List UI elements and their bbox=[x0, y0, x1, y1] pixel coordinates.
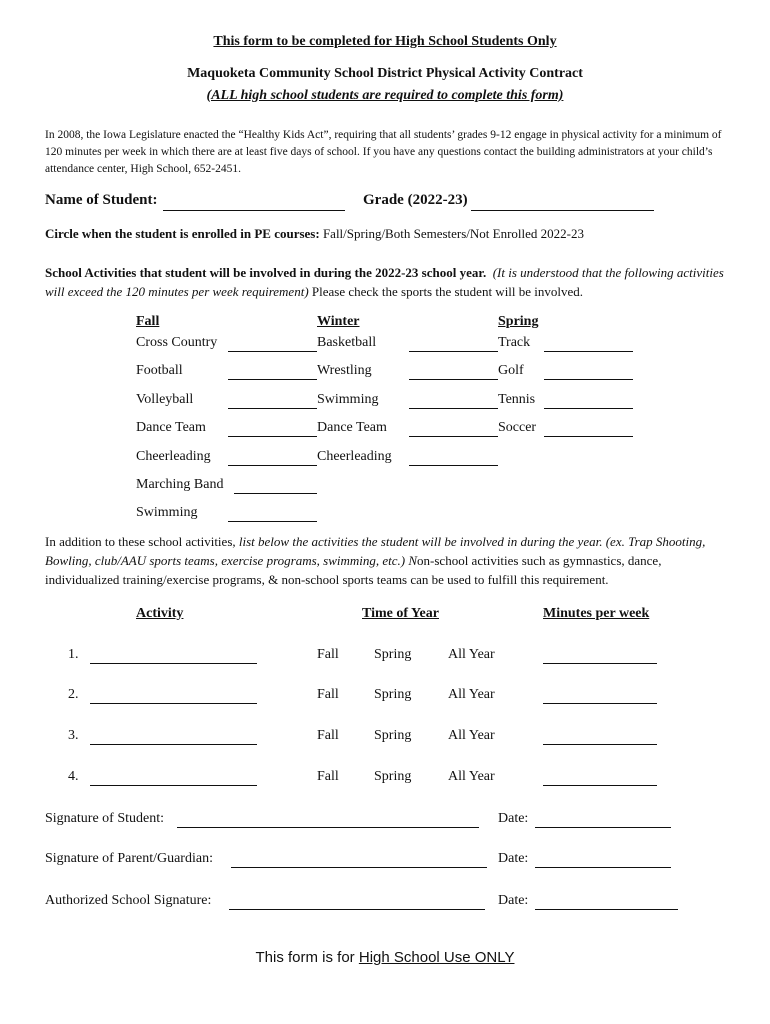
activity-column-header: Activity bbox=[136, 606, 184, 621]
fall-option[interactable]: Fall bbox=[317, 769, 339, 784]
activity-field[interactable] bbox=[90, 702, 257, 704]
spring-option[interactable]: Spring bbox=[374, 769, 412, 784]
fall-sport-label: Cheerleading bbox=[136, 449, 211, 464]
parent-date-label: Date: bbox=[498, 851, 529, 866]
spring-sport-label: Soccer bbox=[498, 420, 537, 435]
grade-label: Grade (2022-23) bbox=[363, 192, 468, 208]
spring-sport-check[interactable] bbox=[544, 407, 633, 409]
all-year-option[interactable]: All Year bbox=[448, 728, 495, 743]
minutes-column-header: Minutes per week bbox=[543, 606, 650, 621]
fall-option[interactable]: Fall bbox=[317, 728, 339, 743]
school-activities-intro bbox=[45, 263, 735, 301]
spring-sport-label: Track bbox=[498, 335, 531, 350]
spring-sport-label: Golf bbox=[498, 363, 524, 378]
winter-sport-label: Cheerleading bbox=[317, 449, 392, 464]
winter-sport-label: Swimming bbox=[317, 392, 379, 407]
grade-field[interactable] bbox=[471, 209, 654, 211]
other-activities-intro: In addition to these school activities, bbox=[45, 534, 239, 549]
winter-sport-check[interactable] bbox=[409, 464, 498, 466]
spring-sport-check[interactable] bbox=[544, 378, 633, 380]
footer-note bbox=[0, 949, 770, 966]
parent-signature-field[interactable] bbox=[231, 866, 487, 868]
row-number: 1. bbox=[68, 647, 79, 662]
minutes-field[interactable] bbox=[543, 784, 657, 786]
all-year-option[interactable]: All Year bbox=[448, 647, 495, 662]
fall-sport-check[interactable] bbox=[228, 435, 317, 437]
fall-sport-check[interactable] bbox=[228, 520, 317, 522]
pe-enrollment-row bbox=[45, 226, 584, 242]
school-activities-instruction: Please check the sports the student will be involved. bbox=[308, 284, 584, 299]
fall-sport-label: Swimming bbox=[136, 505, 198, 520]
fall-sport-check[interactable] bbox=[228, 350, 317, 352]
winter-sport-label: Basketball bbox=[317, 335, 377, 350]
minutes-field[interactable] bbox=[543, 662, 657, 664]
page-title: Maquoketa Community School District Physical Activity Contract bbox=[187, 66, 583, 81]
row-number: 2. bbox=[68, 687, 79, 702]
student-date-label: Date: bbox=[498, 811, 529, 826]
spring-sport-label: Tennis bbox=[498, 392, 536, 407]
fall-header: Fall bbox=[136, 314, 160, 329]
fall-option[interactable]: Fall bbox=[317, 687, 339, 702]
student-date-field[interactable] bbox=[535, 826, 671, 828]
spring-option[interactable]: Spring bbox=[374, 728, 412, 743]
all-year-option[interactable]: All Year bbox=[448, 769, 495, 784]
minutes-field[interactable] bbox=[543, 743, 657, 745]
fall-sport-check[interactable] bbox=[228, 378, 317, 380]
minutes-field[interactable] bbox=[543, 702, 657, 704]
parent-date-field[interactable] bbox=[535, 866, 671, 868]
winter-sport-check[interactable] bbox=[409, 378, 498, 380]
student-name-field[interactable] bbox=[163, 209, 345, 211]
pe-enrollment-label: Circle when the student is enrolled in PE courses: bbox=[45, 226, 320, 241]
time-column-header: Time of Year bbox=[362, 606, 439, 621]
fall-sport-label: Cross Country bbox=[136, 335, 218, 350]
student-name-label: Name of Student: bbox=[45, 192, 158, 208]
activity-field[interactable] bbox=[90, 662, 257, 664]
spring-sport-check[interactable] bbox=[544, 350, 633, 352]
other-activities-examples: list below the activities the student will be involved in during the year. (ex. Trap Shooting, Bowling, club/AAU sports teams, exercise programs, swimming, etc.) N bbox=[45, 534, 706, 568]
footer-prefix: This form is for bbox=[255, 949, 359, 966]
all-year-option[interactable]: All Year bbox=[448, 687, 495, 702]
other-activities-note: on-school activities such as gymnastics, dance, individualized training/exercise programs, & non-school sports teams can be used to fulfill this requirement. bbox=[45, 553, 662, 587]
winter-sport-check[interactable] bbox=[409, 435, 498, 437]
fall-sport-check[interactable] bbox=[228, 407, 317, 409]
student-signature-label: Signature of Student: bbox=[45, 811, 164, 826]
fall-sport-check[interactable] bbox=[234, 492, 317, 494]
footer-emphasis: High School Use ONLY bbox=[358, 949, 515, 966]
winter-sport-label: Dance Team bbox=[317, 420, 387, 435]
winter-header: Winter bbox=[317, 314, 360, 329]
school-date-label: Date: bbox=[498, 893, 529, 908]
school-signature-field[interactable] bbox=[229, 908, 485, 910]
school-activities-heading: School Activities that student will be involved in during the 2022-23 school year. bbox=[45, 265, 487, 280]
school-activities-note: (It is understood that the following activities will exceed the 120 minutes per week requirement) bbox=[45, 265, 724, 299]
fall-sport-check[interactable] bbox=[228, 464, 317, 466]
row-number: 4. bbox=[68, 769, 79, 784]
winter-sport-label: Wrestling bbox=[317, 363, 372, 378]
parent-signature-label: Signature of Parent/Guardian: bbox=[45, 851, 213, 866]
intro-paragraph: In 2008, the Iowa Legislature enacted the “Healthy Kids Act”, requiring that all students’ grades 9-12 engage in physical activity for a minimum of 120 minutes per week in which there are at least five days of school. If you have any questions contact the building administrators at your child’s attendance center, High School, 652-2451. bbox=[45, 129, 722, 175]
pe-enrollment-options[interactable]: Fall/Spring/Both Semesters/Not Enrolled 2022-23 bbox=[322, 226, 585, 241]
school-date-field[interactable] bbox=[535, 908, 678, 910]
fall-sport-label: Marching Band bbox=[136, 477, 224, 492]
activity-field[interactable] bbox=[90, 784, 257, 786]
fall-option[interactable]: Fall bbox=[317, 647, 339, 662]
school-signature-label: Authorized School Signature: bbox=[45, 893, 212, 908]
spring-header: Spring bbox=[498, 314, 539, 329]
form-restriction-title: This form to be completed for High School Students Only bbox=[213, 34, 557, 49]
winter-sport-check[interactable] bbox=[409, 350, 498, 352]
other-activities-paragraph bbox=[45, 532, 735, 589]
fall-sport-label: Volleyball bbox=[136, 392, 194, 407]
spring-sport-check[interactable] bbox=[544, 435, 633, 437]
activity-field[interactable] bbox=[90, 743, 257, 745]
spring-option[interactable]: Spring bbox=[374, 687, 412, 702]
student-signature-field[interactable] bbox=[177, 826, 479, 828]
fall-sport-label: Football bbox=[136, 363, 183, 378]
spring-option[interactable]: Spring bbox=[374, 647, 412, 662]
fall-sport-label: Dance Team bbox=[136, 420, 206, 435]
page-subtitle: (ALL high school students are required to complete this form) bbox=[206, 88, 564, 103]
winter-sport-check[interactable] bbox=[409, 407, 498, 409]
row-number: 3. bbox=[68, 728, 79, 743]
